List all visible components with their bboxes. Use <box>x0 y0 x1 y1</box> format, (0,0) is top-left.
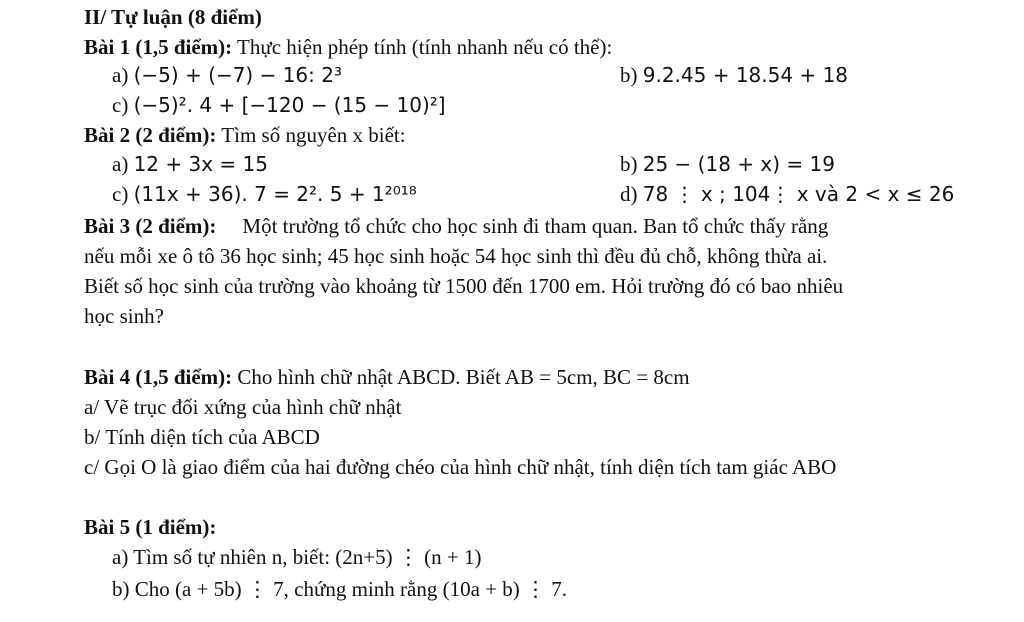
bai1-c-expr: (−5)². 4 + [−120 − (15 − 10)²] <box>133 93 446 117</box>
bai2-item-b <box>620 151 835 177</box>
bai2-c-expr: (11x + 36). 7 = 2². 5 + 1²⁰¹⁸ <box>133 182 417 206</box>
bai2-d-expr: 78 ⋮ x ; 104⋮ x và 2 < x ≤ 26 <box>642 182 955 206</box>
bai2-item-c <box>112 181 417 207</box>
bai1-item-c <box>112 92 446 118</box>
bai4-heading <box>84 364 690 390</box>
bai1-a-expr: (−5) + (−7) − 16: 2³ <box>133 63 342 87</box>
bai2-intro: Tìm số nguyên x biết: <box>216 123 406 147</box>
bai3-line-3: Biết số học sinh của trường vào khoảng từ 1500 đến 1700 em. Hỏi trường đó có bao nhiêu <box>84 274 844 298</box>
bai2-item-a <box>112 151 268 177</box>
bai2-c-label: c) <box>112 182 129 206</box>
bai2-title: Bài 2 (2 điểm): <box>84 123 217 147</box>
bai2-d-label: d) <box>620 182 638 206</box>
bai4-item-a: a/ Vẽ trục đối xứng của hình chữ nhật <box>84 395 402 419</box>
bai1-title: Bài 1 (1,5 điểm): <box>84 35 233 59</box>
bai2-b-label: b) <box>620 152 638 176</box>
section-title: II/ Tự luận (8 điểm) <box>84 5 262 29</box>
bai1-b-expr: 9.2.45 + 18.54 + 18 <box>642 63 849 87</box>
bai3-line-2: nếu mỗi xe ô tô 36 học sinh; 45 học sinh hoặc 54 học sinh thì đều đủ chỗ, không thừa ai. <box>84 244 828 268</box>
bai3-title: Bài 3 (2 điểm): <box>84 214 217 238</box>
bai2-a-expr: 12 + 3x = 15 <box>133 152 268 176</box>
bai4-title: Bài 4 (1,5 điểm): <box>84 365 233 389</box>
bai1-a-label: a) <box>112 63 129 87</box>
bai3-line-4: học sinh? <box>84 304 164 328</box>
bai1-b-label: b) <box>620 63 638 87</box>
bai5-item-a: a) Tìm số tự nhiên n, biết: (2n+5) ⋮ (n + 1) <box>112 545 482 569</box>
bai1-item-b <box>620 62 848 88</box>
bai1-intro: Thực hiện phép tính (tính nhanh nếu có thể): <box>232 35 613 59</box>
bai5-item-b: b) Cho (a + 5b) ⋮ 7, chứng minh rằng (10a + b) ⋮ 7. <box>112 577 567 601</box>
bai2-item-d <box>620 181 954 207</box>
bai1-item-a <box>112 62 342 88</box>
bai1-heading <box>84 34 612 60</box>
bai5-title: Bài 5 (1 điểm): <box>84 515 217 539</box>
bai3-text-1: Một trường tổ chức cho học sinh đi tham quan. Ban tổ chức thấy rằng <box>242 214 829 238</box>
bai4-item-b: b/ Tính diện tích của ABCD <box>84 425 320 449</box>
bai4-item-c: c/ Gọi O là giao điểm của hai đường chéo của hình chữ nhật, tính diện tích tam giác ABO <box>84 455 837 479</box>
bai1-c-label: c) <box>112 93 129 117</box>
bai3-line-1 <box>84 213 828 239</box>
bai2-b-expr: 25 − (18 + x) = 19 <box>642 152 835 176</box>
bai4-intro: Cho hình chữ nhật ABCD. Biết AB = 5cm, BC = 8cm <box>232 365 690 389</box>
bai2-heading <box>84 122 406 148</box>
bai2-a-label: a) <box>112 152 129 176</box>
